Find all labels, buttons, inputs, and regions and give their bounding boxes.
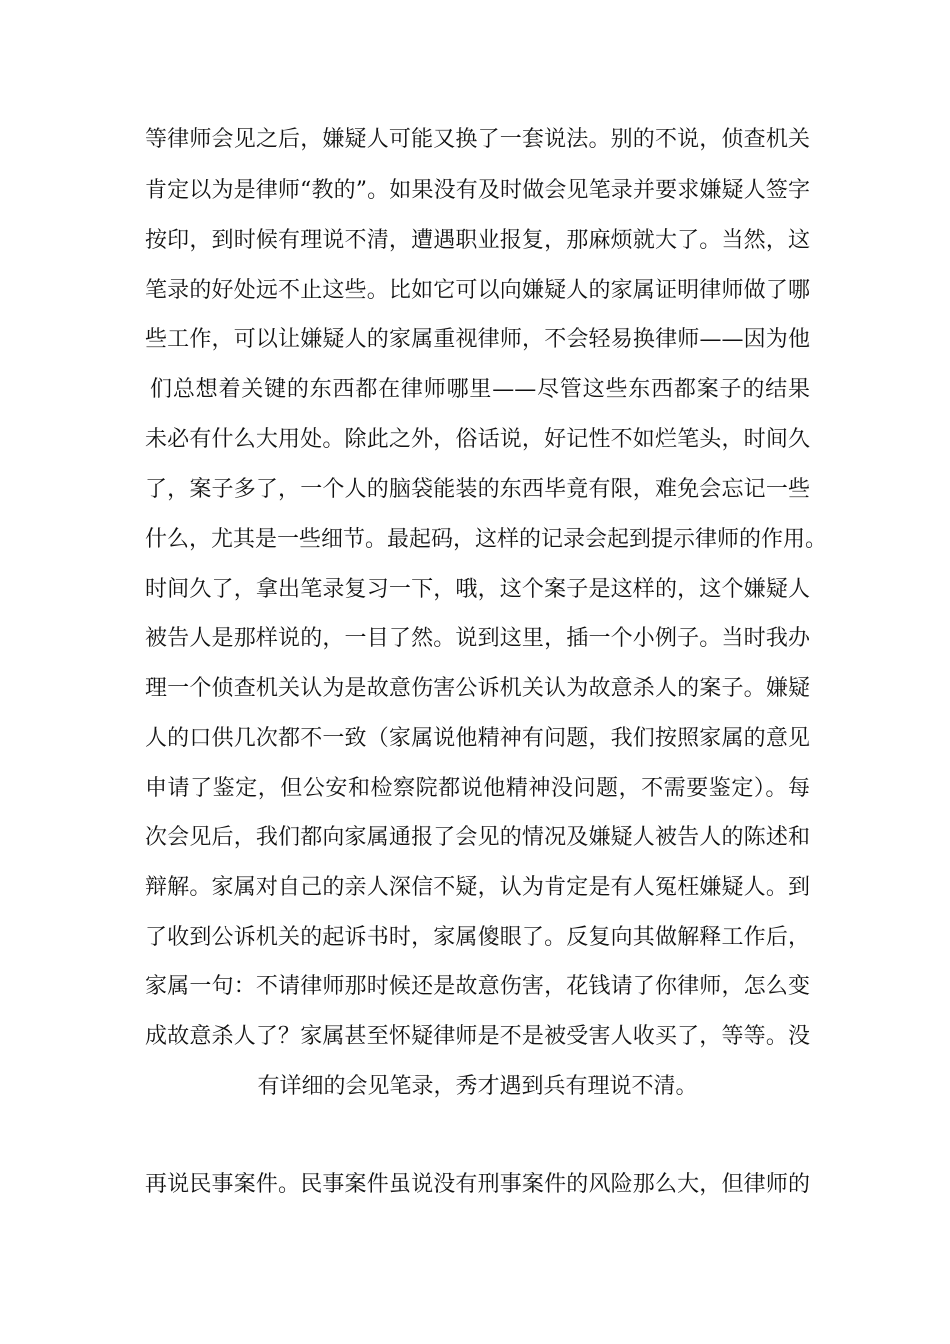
- text-line: 了收到公诉机关的起诉书时，家属傻眼了。反复向其做解释工作后，: [145, 925, 810, 950]
- text-line: 笔录的好处远不止这些。比如它可以向嫌疑人的家属证明律师做了哪: [145, 278, 810, 303]
- text-line: 理一个侦查机关认为是故意伤害公诉机关认为故意杀人的案子。嫌疑: [145, 676, 810, 701]
- text-line: 家属一句：不请律师那时候还是故意伤害，花钱请了你律师，怎么变: [145, 974, 810, 999]
- text-line: 什么，尤其是一些细节。最起码，这样的记录会起到提示律师的作用。: [145, 527, 828, 552]
- text-line: 了，案子多了，一个人的脑袋能装的东西毕竟有限，难免会忘记一些: [145, 477, 810, 502]
- text-line: 按印，到时候有理说不清，遭遇职业报复，那麻烦就大了。当然，这: [145, 228, 810, 253]
- text-line: 未必有什么大用处。除此之外，俗话说，好记性不如烂笔头，时间久: [145, 427, 810, 452]
- text-line: 等律师会见之后，嫌疑人可能又换了一套说法。别的不说，侦查机关: [145, 127, 810, 152]
- text-line: 次会见后，我们都向家属通报了会见的情况及嫌疑人被告人的陈述和: [145, 825, 810, 850]
- text-line: 时间久了，拿出笔录复习一下，哦，这个案子是这样的，这个嫌疑人: [145, 577, 810, 602]
- text-line-final: 有详细的会见笔录，秀才遇到兵有理说不清。: [257, 1074, 698, 1099]
- text-line: 些工作，可以让嫌疑人的家属重视律师，不会轻易换律师——因为他: [145, 327, 810, 352]
- text-line: 们总想着关键的东西都在律师哪里——尽管这些东西都案子的结果: [150, 377, 810, 402]
- text-line: 成故意杀人了？家属甚至怀疑律师是不是被受害人收买了，等等。没: [145, 1024, 810, 1049]
- paragraph-start-line: 再说民事案件。民事案件虽说没有刑事案件的风险那么大，但律师的: [145, 1172, 810, 1197]
- text-line: 申请了鉴定，但公安和检察院都说他精神没问题，不需要鉴定）。每: [145, 776, 810, 801]
- text-line: 肯定以为是律师“教的”。如果没有及时做会见笔录并要求嫌疑人签字: [145, 178, 810, 203]
- text-line: 辩解。家属对自己的亲人深信不疑，认为肯定是有人冤枉嫌疑人。到: [145, 875, 810, 900]
- text-line: 人的口供几次都不一致（家属说他精神有问题，我们按照家属的意见: [145, 726, 810, 751]
- text-line: 被告人是那样说的，一目了然。说到这里，插一个小例子。当时我办: [145, 626, 810, 651]
